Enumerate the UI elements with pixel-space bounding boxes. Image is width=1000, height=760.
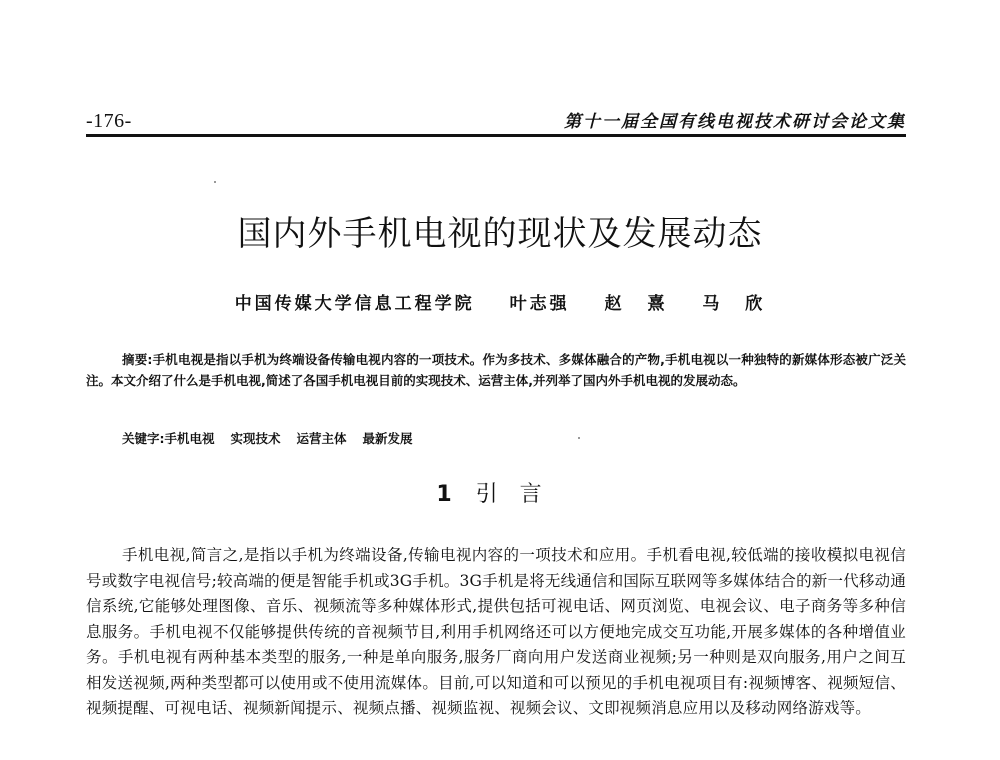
keywords-label: 关键字: <box>122 431 165 446</box>
keyword: 实现技术 <box>230 431 281 446</box>
journal-title: 第十一届全国有线电视技术研讨会论文集 <box>564 112 906 132</box>
header-rule <box>86 134 906 137</box>
paper-title: 国内外手机电视的现状及发展动态 <box>237 214 763 254</box>
author-line <box>0 292 1000 316</box>
body-paragraph: 手机电视,简言之,是指以手机为终端设备,传输电视内容的一项技术和应用。手机看电视,较低端的接收模拟电视信号或数字电视信号;较高端的便是智能手机或3G手机。3G手机是将无线通信和国际互联网等多媒体结合的新一代移动通信系统,它能够处理图像、音乐、视频流等多种媒体形式,提供包括可视电话、网页浏览、电视会议、电子商务等多种信息服务。手机电视不仅能够提供传统的音视频节目,利用手机网络还可以方便地完成交互功能,开展多媒体的各种增值业务。手机电视有两种基本类型的服务,一种是单向服务,服务厂商向用户发送商业视频;另一种则是双向服务,用户之间互相发送视频,两种类型都可以使用或不使用流媒体。目前,可以知道和可以预见的手机电视项目有:视频博客、视频短信、视频提醒、可视电话、视频新闻提示、视频点播、视频监视、视频会议、文即视频消息应用以及移动网络游戏等。 <box>86 546 907 717</box>
section-title: 引言 <box>475 482 564 507</box>
keyword: 手机电视 <box>164 431 215 446</box>
author-name: 赵 熹 <box>604 294 668 314</box>
keyword: 最新发展 <box>362 431 413 446</box>
scan-dot <box>214 181 216 183</box>
author-name: 马 欣 <box>702 294 766 314</box>
affiliation: 中国传媒大学信息工程学院 <box>234 294 475 314</box>
keywords <box>122 428 902 449</box>
page-number: -176- <box>86 110 132 132</box>
section-heading <box>0 480 1000 510</box>
running-header <box>86 108 906 136</box>
section-number: 1 <box>436 482 454 507</box>
keyword: 运营主体 <box>296 431 347 446</box>
abstract: 摘要:手机电视是指以手机为终端设备传输电视内容的一项技术。作为多技术、多媒体融合的产物,手机电视以一种独特的新媒体形态被广泛关注。本文介绍了什么是手机电视,简述了各国手机电视目前的实现技术、运营主体,并列举了国内外手机电视的发展动态。 <box>86 352 906 388</box>
author-name: 叶志强 <box>509 294 570 314</box>
